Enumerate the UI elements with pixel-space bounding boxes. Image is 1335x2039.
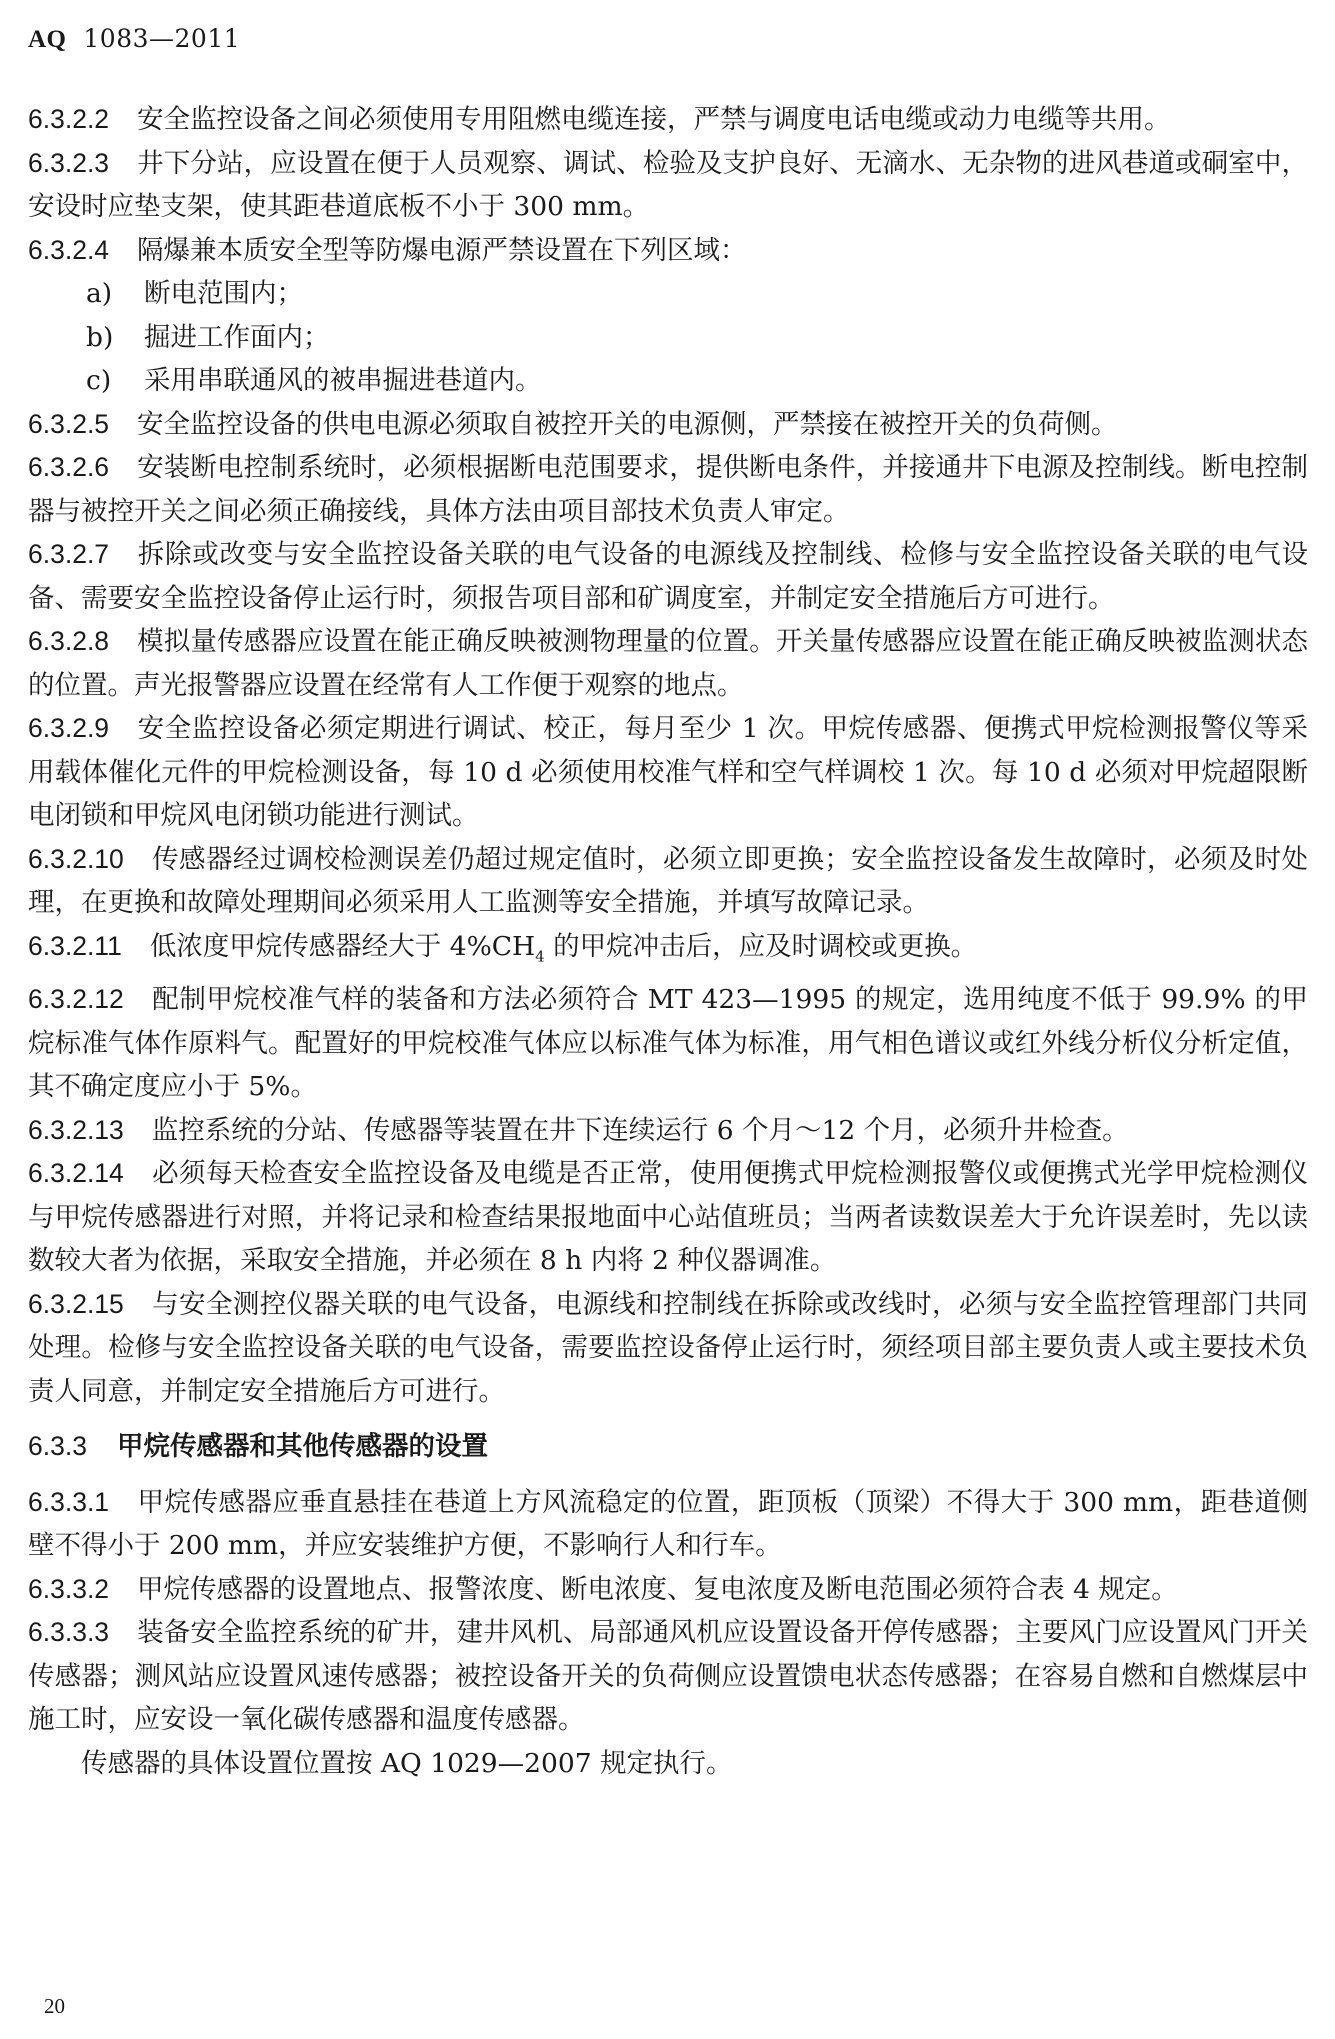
clause-number: 6.3.2.13: [28, 1114, 124, 1145]
clause-number: 6.3.3.2: [28, 1573, 110, 1604]
list-item-label: a): [86, 278, 113, 309]
clause-number: 6.3.2.2: [28, 104, 110, 134]
clause-number: 6.3.2.15: [28, 1288, 124, 1319]
clause-number: 6.3.2.8: [28, 626, 110, 656]
clause-number: 6.3.2.3: [28, 147, 110, 178]
methane-subscript: 4: [535, 946, 545, 965]
clause-text: 安装断电控制系统时，必须根据断电范围要求，提供断电条件，并接通井下电源及控制线。断电控制器与被控开关之间必须正确接线，具体方法由项目部技术负责人审定。: [28, 452, 1308, 527]
clause-text: 甲烷传感器的设置地点、报警浓度、断电浓度、复电浓度及断电范围必须符合表 4 规定。: [137, 1573, 1178, 1605]
clause-text: 拆除或改变与安全监控设备关联的电气设备的电源线及控制线、检修与安全监控设备关联的电气设备、需要安全监控设备停止运行时，须报告项目部和矿调度室，并制定安全措施后方可进行。: [28, 539, 1308, 614]
list-item: [28, 359, 1308, 403]
clause-number: 6.3.2.10: [28, 843, 124, 874]
clause-text: 模拟量传感器应设置在能正确反映被测物理量的位置。开关量传感器应设置在能正确反映被监测状态的位置。声光报警器应设置在经常有人工作便于观察的地点。: [28, 626, 1308, 701]
clause-text: 隔爆兼本质安全型等防爆电源严禁设置在下列区域：: [137, 234, 747, 266]
clause-text: 必须每天检查安全监控设备及电缆是否正常，使用便携式甲烷检测报警仪或便携式光学甲烷检测仪与甲烷传感器进行对照，并将记录和检查结果报地面中心站值班员；当两者读数误差大于允许误差时，先以读数较大者为依据，采取安全措施，并必须在 8 h 内将 2 种仪器调准。: [28, 1158, 1308, 1277]
clause-paragraph: [28, 533, 1308, 620]
clause-paragraph: [28, 446, 1308, 533]
header-code: 1083—2011: [83, 24, 241, 53]
clause-paragraph: [28, 925, 1308, 979]
page-header: [28, 24, 240, 54]
list-item-label: c): [86, 365, 112, 396]
clause-paragraph: [28, 1152, 1308, 1283]
document-body: [28, 98, 1308, 1785]
clause-number: 6.3.3.1: [28, 1486, 110, 1517]
clause-text: 的甲烷冲击后，应及时调校或更换。: [544, 930, 978, 962]
clause-text: 安全监控设备必须定期进行调试、校正，每月至少 1 次。甲烷传感器、便携式甲烷检测报警仪等采用载体催化元件的甲烷检测设备，每 10 d 必须使用校准气样和空气样调校 1 次。每 10 d 必须对甲烷超限断电闭锁和甲烷风电闭锁功能进行测试。: [28, 713, 1308, 831]
clause-paragraph: [28, 620, 1308, 707]
clause-text: 甲烷传感器应垂直悬挂在巷道上方风流稳定的位置，距顶板（顶梁）不得大于 300 mm，距巷道侧壁不得小于 200 mm，并应安装维护方便，不影响行人和行车。: [28, 1486, 1308, 1562]
header-prefix: AQ: [28, 26, 67, 53]
clause-text: 配制甲烷校准气样的装备和方法必须符合 MT 423—1995 的规定，选用纯度不低于 99.9% 的甲烷标准气体作原料气。配置好的甲烷校准气体应以标准气体为标准，用气相色谱议或红外线分析仪分析定值，其不确定度应小于 5%。: [28, 984, 1308, 1103]
clause-text: 传感器经过调校检测误差仍超过规定值时，必须立即更换；安全监控设备发生故障时，必须及时处理，在更换和故障处理期间必须采用人工监测等安全措施，并填写故障记录。: [28, 843, 1308, 918]
clause-number: 6.3.2.7: [28, 539, 110, 569]
clause-paragraph: [28, 1283, 1308, 1414]
clause-number: 6.3.2.9: [28, 713, 110, 743]
clause-paragraph: [28, 1568, 1308, 1612]
page-number: 20: [44, 1994, 65, 2018]
clause-number: 6.3.2.5: [28, 408, 110, 439]
section-number: 6.3.3: [28, 1431, 87, 1462]
clause-paragraph: [28, 1611, 1308, 1742]
clause-number: 6.3.2.6: [28, 452, 110, 482]
clause-number: 6.3.2.12: [28, 984, 124, 1015]
list-item: [28, 316, 1308, 360]
clause-text: 装备安全监控系统的矿井，建井风机、局部通风机应设置设备开停传感器；主要风门应设置风门开关传感器；测风站应设置风速传感器；被控设备开关的负荷侧应设置馈电状态传感器；在容易自燃和自燃煤层中施工时，应安设一氧化碳传感器和温度传感器。: [28, 1617, 1308, 1736]
list-item-label: b): [86, 321, 114, 353]
list-item-text: 断电范围内；: [144, 278, 303, 309]
clause-paragraph: [28, 229, 1308, 273]
clause-number: 6.3.2.11: [28, 930, 122, 961]
clause-text: 监控系统的分站、传感器等装置在井下连续运行 6 个月～12 个月，必须升井检查。: [151, 1114, 1129, 1146]
section-title: 甲烷传感器和其他传感器的设置: [116, 1431, 488, 1463]
section-heading: [28, 1425, 1308, 1469]
list-item-text: 掘进工作面内；: [144, 321, 330, 353]
clause-paragraph: [28, 978, 1308, 1109]
clause-number: 6.3.2.4: [28, 234, 110, 265]
list-item-text: 采用串联通风的被串掘进巷道内。: [144, 365, 542, 396]
clause-paragraph: [28, 707, 1308, 838]
clause-text: 井下分站，应设置在便于人员观察、调试、检验及支护良好、无滴水、无杂物的进风巷道或硐室中，安设时应垫支架，使其距巷道底板不小于 300 mm。: [28, 147, 1308, 222]
closing-paragraph: 传感器的具体设置位置按 AQ 1029—2007 规定执行。: [81, 1747, 733, 1779]
clause-text: 安全监控设备的供电电源必须取自被控开关的电源侧，严禁接在被控开关的负荷侧。: [137, 408, 1118, 440]
clause-paragraph: [28, 98, 1308, 142]
clause-paragraph: [28, 403, 1308, 447]
clause-paragraph: [28, 1481, 1308, 1568]
clause-number: 6.3.2.14: [28, 1158, 124, 1189]
clause-text: 安全监控设备之间必须使用专用阻燃电缆连接，严禁与调度电话电缆或动力电缆等共用。: [137, 104, 1171, 135]
list-item: [28, 272, 1308, 316]
clause-text: 低浓度甲烷传感器经大于 4%CH: [149, 930, 536, 962]
clause-paragraph: [28, 142, 1308, 229]
clause-text: 与安全测控仪器关联的电气设备，电源线和控制线在拆除或改线时，必须与安全监控管理部门共同处理。检修与安全监控设备关联的电气设备，需要监控设备停止运行时，须经项目部主要负责人或主要技术负责人同意，并制定安全措施后方可进行。: [28, 1288, 1308, 1407]
clause-paragraph: [28, 838, 1308, 925]
clause-number: 6.3.3.3: [28, 1617, 110, 1648]
clause-paragraph: [28, 1109, 1308, 1153]
